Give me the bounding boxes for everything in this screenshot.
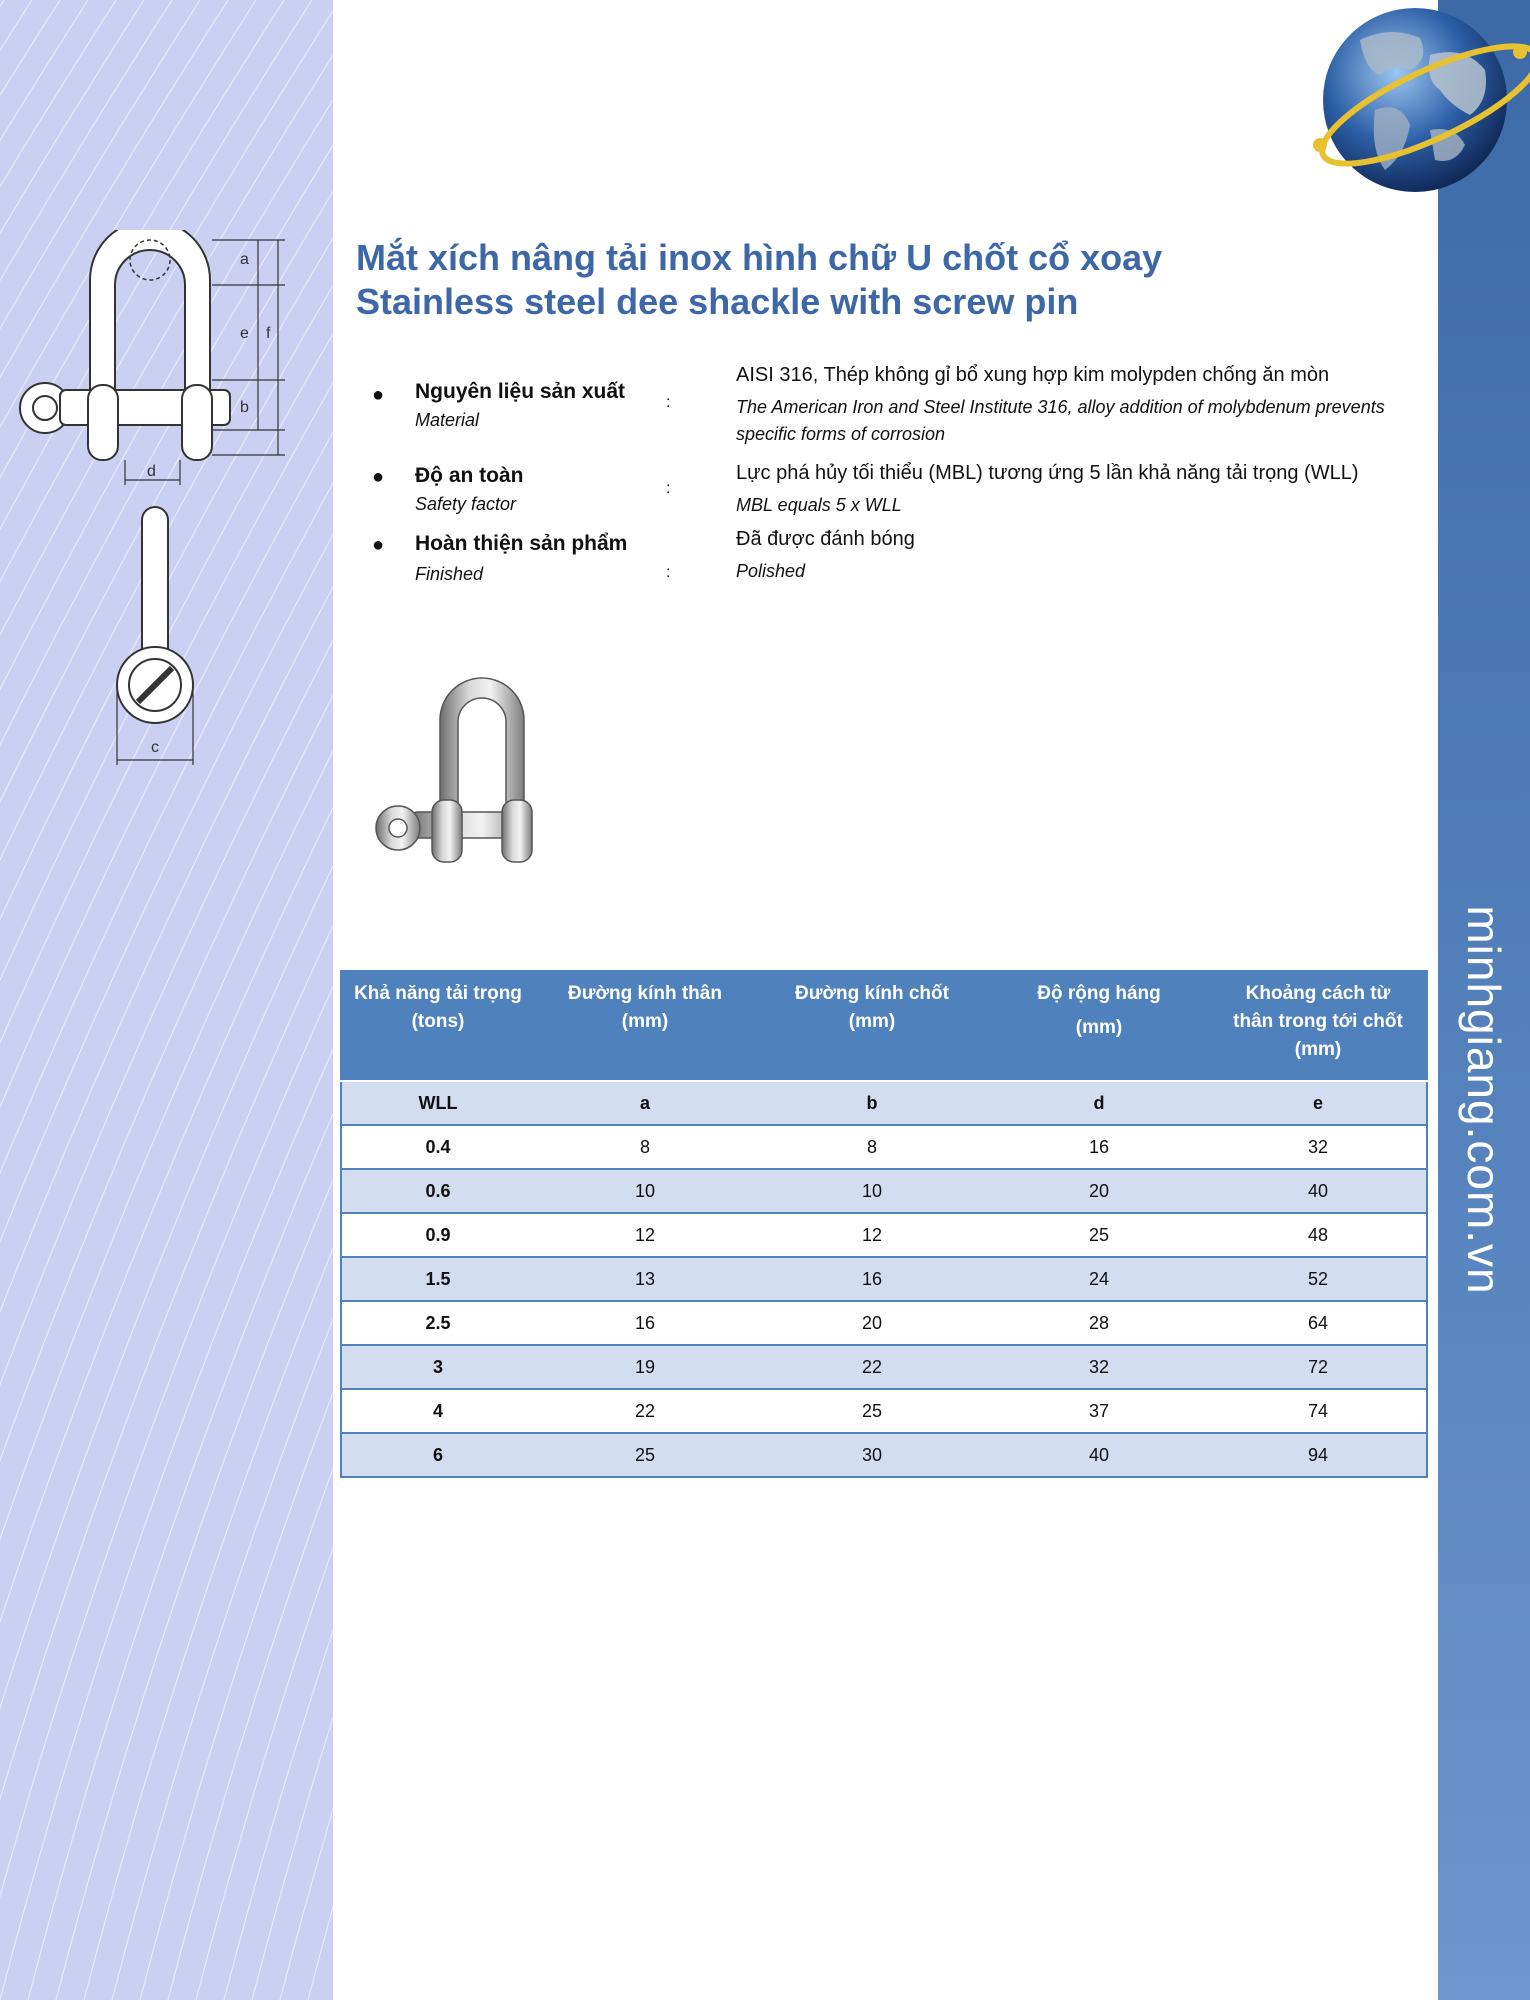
globe-logo bbox=[1280, 0, 1530, 220]
symbol-cell: WLL bbox=[341, 1081, 534, 1125]
dimension-label-a: a bbox=[240, 251, 249, 268]
specification-table bbox=[340, 970, 1428, 1478]
spec-colon: : bbox=[666, 394, 671, 411]
table-row bbox=[341, 1345, 1427, 1389]
table-cell: 8 bbox=[534, 1125, 756, 1169]
spec-label-en: Material bbox=[415, 410, 480, 430]
table-cell: 19 bbox=[534, 1345, 756, 1389]
spec-material bbox=[356, 360, 1426, 444]
table-cell: 52 bbox=[1210, 1257, 1427, 1301]
spec-label-en: Safety factor bbox=[415, 494, 517, 514]
table-cell: 22 bbox=[756, 1345, 988, 1389]
header-body-diameter bbox=[534, 971, 756, 1081]
header-text: Đường kính thân bbox=[568, 983, 722, 1004]
table-cell: 10 bbox=[534, 1169, 756, 1213]
header-inner-length bbox=[1210, 971, 1427, 1081]
table-cell: 25 bbox=[756, 1389, 988, 1433]
header-wll bbox=[341, 971, 534, 1081]
table-row bbox=[341, 1125, 1427, 1169]
table-cell: 8 bbox=[756, 1125, 988, 1169]
table-cell: 0.9 bbox=[341, 1213, 534, 1257]
table-cell: 12 bbox=[756, 1213, 988, 1257]
table-cell: 2.5 bbox=[341, 1301, 534, 1345]
table-cell: 6 bbox=[341, 1433, 534, 1477]
table-cell: 32 bbox=[1210, 1125, 1427, 1169]
table-row bbox=[341, 1213, 1427, 1257]
spec-label-en: Finished bbox=[415, 564, 484, 584]
table-cell: 25 bbox=[988, 1213, 1210, 1257]
spec-label-vn: Nguyên liệu sản xuất bbox=[415, 380, 626, 403]
header-text-line2: thân trong tới chốt bbox=[1233, 1011, 1403, 1032]
pattern-line bbox=[308, 0, 333, 2000]
table-cell: 3 bbox=[341, 1345, 534, 1389]
spec-label-vn: Độ an toàn bbox=[415, 464, 524, 487]
table-header-row bbox=[341, 971, 1427, 1081]
header-unit: (mm) bbox=[848, 1011, 896, 1032]
table-cell: 64 bbox=[1210, 1301, 1427, 1345]
table-cell: 30 bbox=[756, 1433, 988, 1477]
table-cell: 25 bbox=[534, 1433, 756, 1477]
dimension-label-c: c bbox=[151, 739, 159, 756]
header-unit: (mm) bbox=[1075, 1017, 1123, 1038]
spec-value-en: MBL equals 5 x WLL bbox=[736, 495, 902, 515]
table-cell: 16 bbox=[988, 1125, 1210, 1169]
table-cell: 13 bbox=[534, 1257, 756, 1301]
table-row bbox=[341, 1433, 1427, 1477]
spec-colon: : bbox=[666, 564, 671, 581]
table-cell: 48 bbox=[1210, 1213, 1427, 1257]
product-photo bbox=[360, 660, 580, 890]
table-row bbox=[341, 1169, 1427, 1213]
symbol-cell: b bbox=[756, 1081, 988, 1125]
table-cell: 22 bbox=[534, 1389, 756, 1433]
spec-colon: : bbox=[666, 480, 671, 497]
spec-value-vn: Đã được đánh bóng bbox=[736, 528, 915, 550]
spec-finish bbox=[356, 526, 1426, 586]
bullet-icon: ● bbox=[372, 466, 385, 488]
spec-value-en: Polished bbox=[736, 561, 806, 581]
header-jaw-width bbox=[988, 971, 1210, 1081]
dimension-label-b: b bbox=[240, 399, 249, 416]
page-title bbox=[356, 236, 1162, 324]
header-text: Khoảng cách từ bbox=[1245, 983, 1391, 1004]
table-row bbox=[341, 1257, 1427, 1301]
table-symbol-row bbox=[341, 1081, 1427, 1125]
table-cell: 10 bbox=[756, 1169, 988, 1213]
header-text: Đường kính chốt bbox=[795, 983, 949, 1004]
table-cell: 28 bbox=[988, 1301, 1210, 1345]
table-cell: 4 bbox=[341, 1389, 534, 1433]
dimension-label-f: f bbox=[266, 325, 271, 342]
table-cell: 40 bbox=[988, 1433, 1210, 1477]
table-cell: 1.5 bbox=[341, 1257, 534, 1301]
header-text: Khả năng tải trọng bbox=[354, 983, 522, 1004]
dimension-label-e: e bbox=[240, 325, 249, 342]
bullet-icon: ● bbox=[372, 534, 385, 556]
table-row bbox=[341, 1389, 1427, 1433]
table-body bbox=[341, 1081, 1427, 1477]
spec-safety-factor bbox=[356, 458, 1426, 518]
table-cell: 32 bbox=[988, 1345, 1210, 1389]
dimension-label-d: d bbox=[147, 463, 156, 480]
header-unit: (mm) bbox=[621, 1011, 669, 1032]
table-cell: 37 bbox=[988, 1389, 1210, 1433]
table-cell: 72 bbox=[1210, 1345, 1427, 1389]
title-vietnamese: Mắt xích nâng tải inox hình chữ U chốt cổ xoay bbox=[356, 237, 1163, 278]
table-cell: 94 bbox=[1210, 1433, 1427, 1477]
table-cell: 24 bbox=[988, 1257, 1210, 1301]
shackle-technical-drawing bbox=[0, 230, 300, 770]
table-row bbox=[341, 1301, 1427, 1345]
header-unit: (tons) bbox=[411, 1011, 465, 1032]
spec-value-vn: AISI 316, Thép không gỉ bổ xung hợp kim molypden chống ăn mòn bbox=[736, 364, 1330, 386]
table-cell: 40 bbox=[1210, 1169, 1427, 1213]
header-text: Độ rộng háng bbox=[1037, 983, 1161, 1004]
table-cell: 74 bbox=[1210, 1389, 1427, 1433]
header-unit: (mm) bbox=[1294, 1039, 1342, 1060]
table-cell: 0.4 bbox=[341, 1125, 534, 1169]
spec-label-vn: Hoàn thiện sản phẩm bbox=[415, 532, 628, 555]
table-cell: 12 bbox=[534, 1213, 756, 1257]
table-cell: 20 bbox=[756, 1301, 988, 1345]
symbol-cell: a bbox=[534, 1081, 756, 1125]
symbol-cell: e bbox=[1210, 1081, 1427, 1125]
bullet-icon: ● bbox=[372, 384, 385, 406]
header-pin-diameter bbox=[756, 971, 988, 1081]
symbol-cell: d bbox=[988, 1081, 1210, 1125]
table-cell: 16 bbox=[534, 1301, 756, 1345]
table-cell: 16 bbox=[756, 1257, 988, 1301]
spec-value-en: The American Iron and Steel Institute 316, alloy addition of molybdenum prevents specific forms of corrosion bbox=[736, 397, 1385, 444]
spec-value-vn: Lực phá hủy tối thiểu (MBL) tương ứng 5 lần khả năng tải trọng (WLL) bbox=[736, 462, 1359, 484]
brand-website-text: minhgiang.com.vn bbox=[1458, 905, 1510, 1295]
table-cell: 20 bbox=[988, 1169, 1210, 1213]
table-cell: 0.6 bbox=[341, 1169, 534, 1213]
title-english: Stainless steel dee shackle with screw pin bbox=[356, 281, 1079, 322]
